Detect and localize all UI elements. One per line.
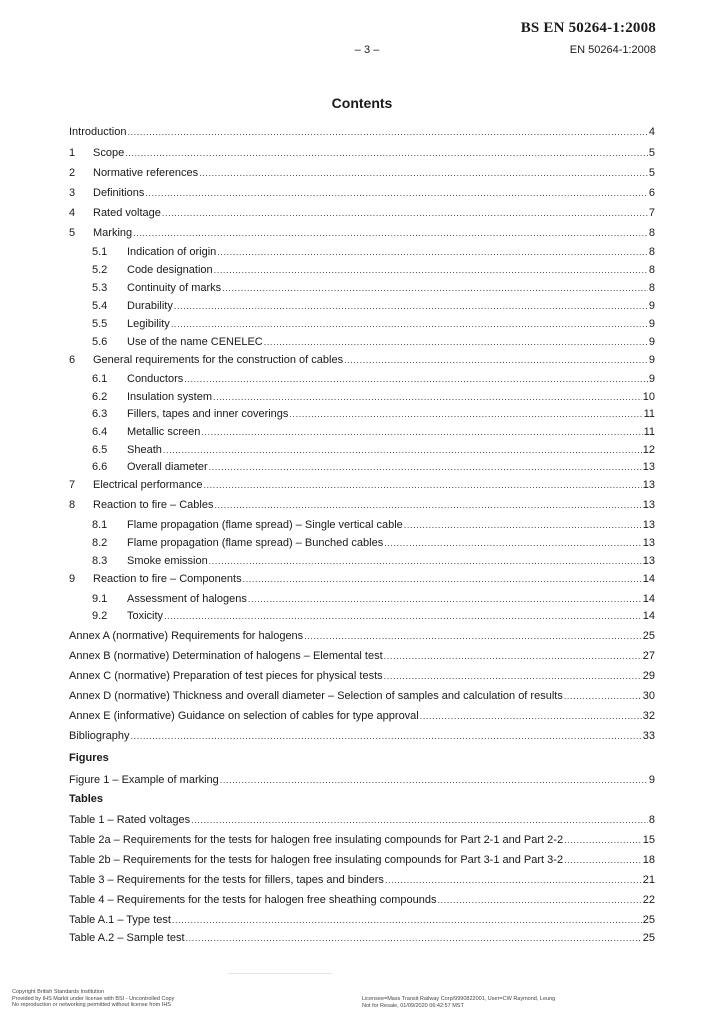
- entry-title: Reaction to fire – Components: [93, 573, 242, 585]
- dot-leader: [264, 335, 648, 349]
- dot-leader: [404, 518, 642, 532]
- entries-entry[interactable]: [92, 592, 655, 606]
- dot-leader: [174, 299, 648, 313]
- entry-page-number: 13: [642, 499, 655, 511]
- entries-entry[interactable]: [69, 166, 655, 180]
- section-number: 6.5: [92, 444, 108, 456]
- entries-entry[interactable]: [69, 478, 655, 492]
- entry-page-number: 9: [648, 300, 655, 312]
- dot-leader: [220, 773, 648, 787]
- entries-entry[interactable]: [92, 460, 655, 474]
- entries-entry[interactable]: [92, 317, 655, 331]
- dot-leader: [214, 263, 648, 277]
- dot-leader: [420, 709, 642, 723]
- entry-page-number: 13: [642, 519, 655, 531]
- entry-title: General requirements for the construction of cables: [93, 354, 344, 366]
- entries-entry[interactable]: [92, 425, 655, 439]
- entry-title: Table 3 – Requirements for the tests for fillers, tapes and binders: [69, 874, 384, 886]
- section-number: 5.2: [92, 264, 108, 276]
- section-number: 9.1: [92, 593, 108, 605]
- dot-leader: [209, 554, 642, 568]
- dot-leader: [248, 592, 642, 606]
- section-number: 8.2: [92, 537, 108, 549]
- section-number: 4: [69, 207, 76, 219]
- section-number: 6.6: [92, 461, 108, 473]
- entry-page-number: 30: [642, 690, 655, 702]
- entries-entry[interactable]: [92, 335, 655, 349]
- tables-entry[interactable]: [69, 873, 655, 887]
- entry-page-number: 15: [642, 834, 655, 846]
- entries-entry[interactable]: [69, 649, 655, 663]
- dot-leader: [145, 186, 648, 200]
- page-title: Contents: [331, 95, 393, 111]
- entries-entry[interactable]: [69, 353, 655, 367]
- dot-leader: [304, 629, 642, 643]
- footer-copyright: Copyright British Standards Institution Provided by IHS Markit under license with BSI - Uncontrolled Copy No reproduction or networking permitted without license from IHS: [12, 989, 175, 1008]
- entries-entry[interactable]: [92, 554, 655, 568]
- entries-entry[interactable]: [69, 498, 655, 512]
- entries-entry[interactable]: [69, 709, 655, 723]
- dot-leader: [344, 353, 648, 367]
- section-number: 7: [69, 479, 76, 491]
- entry-page-number: 14: [642, 593, 655, 605]
- entry-title: Marking: [93, 227, 133, 239]
- dot-leader: [191, 813, 648, 827]
- entry-title: Durability: [127, 300, 173, 312]
- entry-title: Toxicity: [127, 610, 164, 622]
- entry-title: Flame propagation (flame spread) – Single vertical cable: [127, 519, 403, 531]
- entry-title: Continuity of marks: [127, 282, 222, 294]
- entry-title: Fillers, tapes and inner coverings: [127, 408, 289, 420]
- entries-entry[interactable]: [69, 729, 655, 743]
- entries-entry[interactable]: [69, 689, 655, 703]
- entries-entry[interactable]: [69, 572, 655, 586]
- entry-page-number: 4: [648, 126, 655, 138]
- entry-title: Table 1 – Rated voltages: [69, 814, 191, 826]
- dot-leader: [201, 425, 642, 439]
- section-number: 9.2: [92, 610, 108, 622]
- entries-entry[interactable]: [92, 609, 655, 623]
- section-number: 5.1: [92, 246, 108, 258]
- entry-title: Scope: [93, 147, 125, 159]
- tables-entry[interactable]: [69, 931, 655, 945]
- dot-leader: [222, 281, 648, 295]
- dot-leader: [289, 407, 642, 421]
- entries-entry[interactable]: [92, 518, 655, 532]
- section-number: 6.4: [92, 426, 108, 438]
- section-number: 5.4: [92, 300, 108, 312]
- entry-page-number: 8: [648, 282, 655, 294]
- entry-title: Legibility: [127, 318, 170, 330]
- section-number: 6: [69, 354, 76, 366]
- dot-leader: [384, 669, 642, 683]
- dot-leader: [203, 478, 641, 492]
- entries-entry[interactable]: [92, 281, 655, 295]
- entry-page-number: 8: [648, 814, 655, 826]
- entry-title: Figure 1 – Example of marking: [69, 774, 219, 786]
- sub-standard-id: EN 50264-1:2008: [569, 44, 656, 56]
- entry-page-number: 22: [642, 894, 655, 906]
- entry-title: Bibliography: [69, 730, 130, 742]
- entries-entry[interactable]: [69, 206, 655, 220]
- entry-title: Annex C (normative) Preparation of test pieces for physical tests: [69, 670, 383, 682]
- entry-page-number: 32: [642, 710, 655, 722]
- dot-leader: [384, 649, 642, 663]
- entry-page-number: 33: [642, 730, 655, 742]
- section-number: 1: [69, 147, 76, 159]
- entries-entry[interactable]: [92, 263, 655, 277]
- entries-entry[interactable]: [69, 146, 655, 160]
- page-number: – 3 –: [354, 44, 380, 56]
- entry-title: Annex D (normative) Thickness and overall diameter – Selection of samples and calculation of results: [69, 690, 563, 702]
- section-number: 6.2: [92, 391, 108, 403]
- entries-entry[interactable]: [92, 536, 655, 550]
- dot-leader: [213, 390, 642, 404]
- footer-licensee: Licensee=Mass Transit Railway Corp/9990822001, User=CW Raymond, Leung Not for Resale, 01/09/2020 06:42:57 MST: [362, 996, 556, 1009]
- dot-leader: [163, 443, 642, 457]
- entry-title: Electrical performance: [93, 479, 203, 491]
- entry-page-number: 21: [642, 874, 655, 886]
- dot-leader: [186, 931, 642, 945]
- entry-title: Use of the name CENELEC: [127, 336, 263, 348]
- entry-page-number: 9: [648, 774, 655, 786]
- entry-title: Smoke emission: [127, 555, 208, 567]
- entry-page-number: 7: [648, 207, 655, 219]
- entry-page-number: 27: [642, 650, 655, 662]
- entries-entry[interactable]: [92, 443, 655, 457]
- section-number: 5: [69, 227, 76, 239]
- entry-page-number: 13: [642, 555, 655, 567]
- dot-leader: [385, 873, 642, 887]
- entry-title: Metallic screen: [127, 426, 201, 438]
- dot-leader: [243, 572, 642, 586]
- entry-page-number: 14: [642, 573, 655, 585]
- entry-title: Reaction to fire – Cables: [93, 499, 214, 511]
- entry-page-number: 13: [642, 479, 655, 491]
- tables-heading: Tables: [69, 793, 104, 805]
- tables-entry[interactable]: [69, 913, 655, 927]
- dot-leader: [217, 245, 648, 259]
- entries-entry[interactable]: [92, 372, 655, 386]
- entry-title: Code designation: [127, 264, 213, 276]
- dot-leader: [127, 125, 647, 139]
- entry-title: Flame propagation (flame spread) – Bunched cables: [127, 537, 384, 549]
- dot-leader: [214, 498, 641, 512]
- entry-page-number: 5: [648, 147, 655, 159]
- entries-entry[interactable]: [69, 226, 655, 240]
- entry-title: Table 4 – Requirements for the tests for halogen free sheathing compounds: [69, 894, 437, 906]
- divider: [228, 973, 332, 974]
- section-number: 9: [69, 573, 76, 585]
- section-number: 5.6: [92, 336, 108, 348]
- entry-page-number: 18: [642, 854, 655, 866]
- tables-entry[interactable]: [69, 833, 655, 847]
- entry-page-number: 25: [642, 932, 655, 944]
- section-number: 8.3: [92, 555, 108, 567]
- entry-page-number: 25: [642, 630, 655, 642]
- entries-entry[interactable]: [92, 299, 655, 313]
- tables-entry[interactable]: [69, 813, 655, 827]
- entry-title: Table A.2 – Sample test: [69, 932, 185, 944]
- dot-leader: [564, 853, 642, 867]
- entry-page-number: 12: [642, 444, 655, 456]
- entry-title: Sheath: [127, 444, 162, 456]
- section-number: 6.1: [92, 373, 108, 385]
- entry-page-number: 11: [643, 426, 655, 438]
- dot-leader: [199, 166, 648, 180]
- entry-title: Overall diameter: [127, 461, 208, 473]
- tables-entry[interactable]: [69, 893, 655, 907]
- entries-entry[interactable]: [69, 125, 655, 139]
- entry-page-number: 9: [648, 354, 655, 366]
- entry-title: Annex B (normative) Determination of halogens – Elemental test: [69, 650, 383, 662]
- dot-leader: [131, 729, 642, 743]
- tables-entry[interactable]: [69, 853, 655, 867]
- entries-entry[interactable]: [92, 245, 655, 259]
- entry-title: Normative references: [93, 167, 199, 179]
- entries-entry[interactable]: [69, 669, 655, 683]
- dot-leader: [162, 206, 648, 220]
- entry-page-number: 9: [648, 318, 655, 330]
- entry-title: Table A.1 – Type test: [69, 914, 171, 926]
- section-number: 2: [69, 167, 76, 179]
- entry-title: Rated voltage: [93, 207, 161, 219]
- dot-leader: [184, 372, 648, 386]
- dot-leader: [172, 913, 642, 927]
- dot-leader: [209, 460, 642, 474]
- entries-entry[interactable]: [69, 186, 655, 200]
- section-number: 8: [69, 499, 76, 511]
- dot-leader: [125, 146, 648, 160]
- entry-title: Table 2b – Requirements for the tests for halogen free insulating compounds for Part 3-1 and Part 3-2: [69, 854, 564, 866]
- entry-page-number: 14: [642, 610, 655, 622]
- entry-page-number: 9: [648, 336, 655, 348]
- entry-title: Assessment of halogens: [127, 593, 247, 605]
- entries-entry[interactable]: [69, 629, 655, 643]
- figures-heading: Figures: [69, 752, 109, 764]
- section-number: 6.3: [92, 408, 108, 420]
- dot-leader: [133, 226, 648, 240]
- entry-page-number: 10: [642, 391, 655, 403]
- dot-leader: [164, 609, 642, 623]
- entry-title: Insulation system: [127, 391, 212, 403]
- entry-page-number: 11: [643, 408, 655, 420]
- entry-title: Annex A (normative) Requirements for halogens: [69, 630, 304, 642]
- dot-leader: [438, 893, 642, 907]
- entry-page-number: 9: [648, 373, 655, 385]
- entry-title: Annex E (informative) Guidance on selection of cables for type approval: [69, 710, 419, 722]
- dot-leader: [171, 317, 648, 331]
- entry-title: Table 2a – Requirements for the tests for halogen free insulating compounds for Part 2-1 and Part 2-2: [69, 834, 564, 846]
- dot-leader: [384, 536, 642, 550]
- entry-page-number: 25: [642, 914, 655, 926]
- entry-page-number: 29: [642, 670, 655, 682]
- section-number: 5.3: [92, 282, 108, 294]
- entry-page-number: 8: [648, 227, 655, 239]
- entry-title: Conductors: [127, 373, 184, 385]
- entry-title: Introduction: [69, 126, 127, 138]
- figures-entry[interactable]: [69, 773, 655, 787]
- entries-entry[interactable]: [92, 407, 655, 421]
- section-number: 8.1: [92, 519, 108, 531]
- entry-page-number: 13: [642, 537, 655, 549]
- entry-page-number: 8: [648, 246, 655, 258]
- dot-leader: [564, 833, 642, 847]
- entry-page-number: 8: [648, 264, 655, 276]
- dot-leader: [564, 689, 642, 703]
- entry-page-number: 5: [648, 167, 655, 179]
- section-number: 5.5: [92, 318, 108, 330]
- entry-title: Indication of origin: [127, 246, 217, 258]
- entries-entry[interactable]: [92, 390, 655, 404]
- entry-page-number: 6: [648, 187, 655, 199]
- entry-title: Definitions: [93, 187, 145, 199]
- section-number: 3: [69, 187, 76, 199]
- standard-id: BS EN 50264-1:2008: [520, 20, 656, 36]
- entry-page-number: 13: [642, 461, 655, 473]
